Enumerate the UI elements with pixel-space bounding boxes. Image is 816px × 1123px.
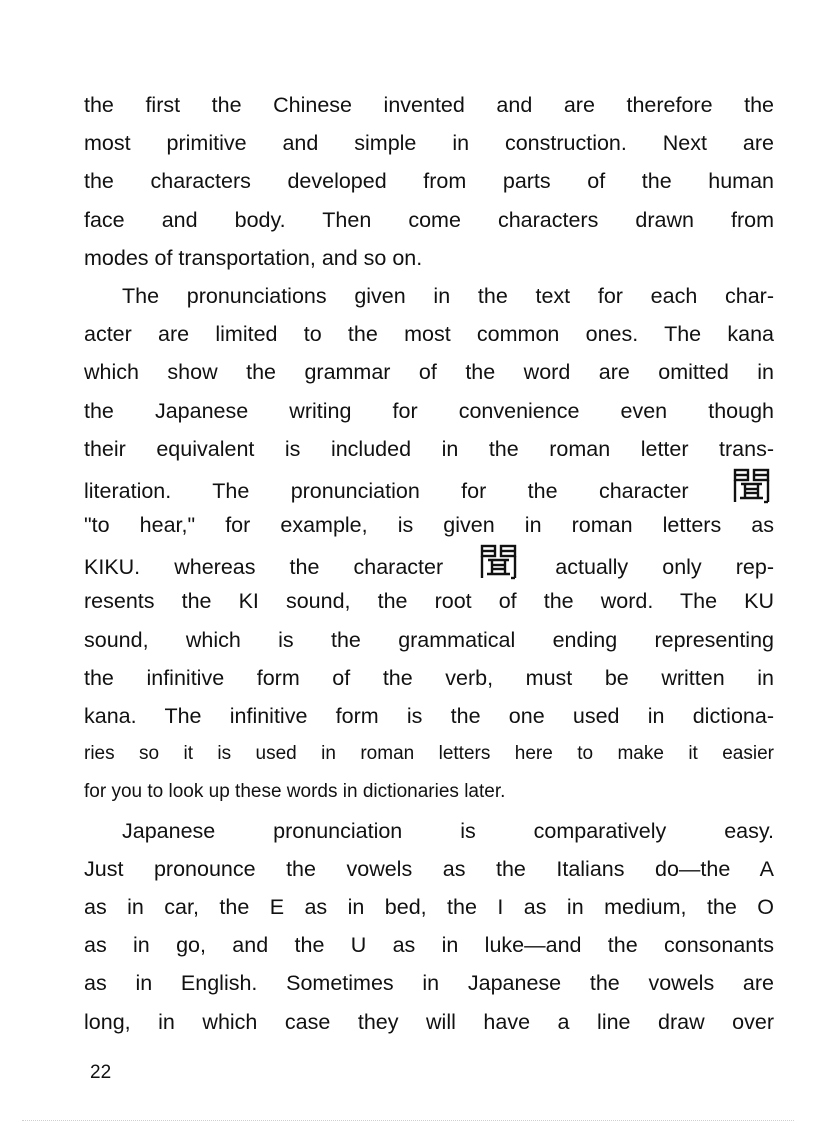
text-line: resents the KI sound, the root of the word. The KU bbox=[84, 589, 774, 614]
text-segment: literation. The pronunciation for the character bbox=[84, 478, 689, 503]
text-line: as in go, and the U as in luke—and the consonants bbox=[84, 933, 774, 958]
text-line: acter are limited to the most common ones. The kana bbox=[84, 322, 774, 347]
body-text bbox=[84, 86, 774, 1041]
text-line: most primitive and simple in construction. Next are bbox=[84, 131, 774, 156]
text-line: sound, which is the grammatical ending representing bbox=[84, 627, 774, 652]
text-line: Just pronounce the vowels as the Italians do—the A bbox=[84, 856, 774, 881]
text-line: long, in which case they will have a line draw over bbox=[84, 1009, 774, 1034]
text-line: as in car, the E as in bed, the I as in medium, the O bbox=[84, 894, 774, 919]
text-line: face and body. Then come characters drawn from bbox=[84, 207, 774, 232]
text-line: as in English. Sometimes in Japanese the vowels are bbox=[84, 971, 774, 996]
page-number: 22 bbox=[90, 1062, 112, 1083]
text-line: the infinitive form of the verb, must be written in bbox=[84, 665, 774, 690]
text-line: ries so it is used in roman letters here to make it easier bbox=[84, 743, 774, 765]
text-line: "to hear," for example, is given in roman letters as bbox=[84, 513, 774, 538]
page-bottom-divider bbox=[22, 1120, 794, 1121]
text-line: for you to look up these words in dictionaries later. bbox=[84, 781, 506, 803]
text-line: which show the grammar of the word are omitted in bbox=[84, 360, 774, 385]
text-segment: actually only rep- bbox=[555, 555, 774, 580]
text-line: their equivalent is included in the roman letter trans- bbox=[84, 436, 774, 461]
text-line: Japanese pronunciation is comparatively easy. bbox=[122, 818, 774, 843]
text-line-with-kanji bbox=[84, 544, 774, 582]
text-line: The pronunciations given in the text for each char- bbox=[122, 283, 774, 308]
text-line: kana. The infinitive form is the one used in dictiona- bbox=[84, 704, 774, 728]
text-line: the first the Chinese invented and are therefore the bbox=[84, 93, 774, 117]
text-line: modes of transportation, and so on. bbox=[84, 245, 423, 270]
text-line: the characters developed from parts of the human bbox=[84, 169, 774, 194]
text-line-with-kanji bbox=[84, 468, 774, 506]
text-line: the Japanese writing for convenience even though bbox=[84, 398, 774, 423]
text-segment: KIKU. whereas the character bbox=[84, 555, 444, 580]
